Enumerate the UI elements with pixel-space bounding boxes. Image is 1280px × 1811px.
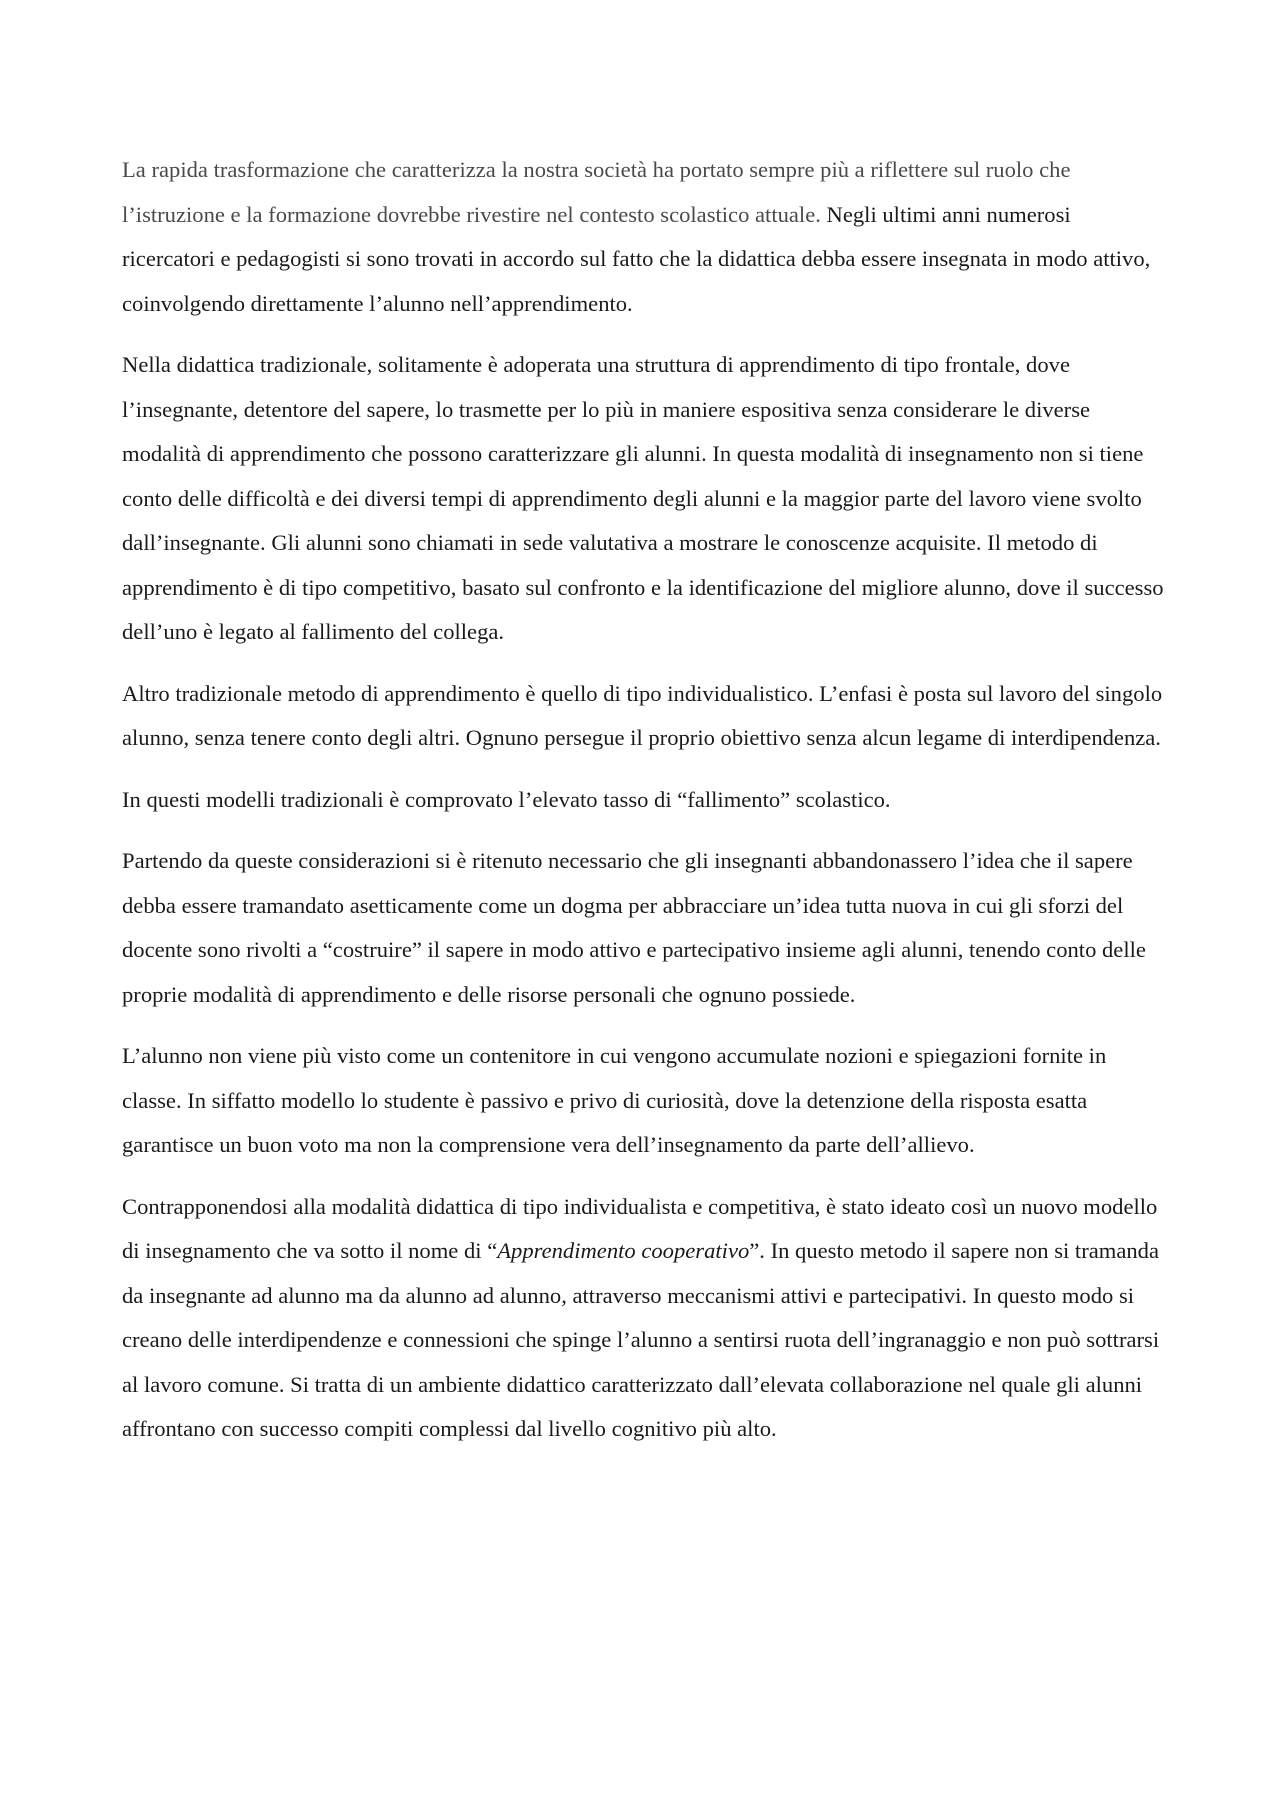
paragraph-7 (122, 1185, 1167, 1452)
paragraph-4: In questi modelli tradizionali è comprovato l’elevato tasso di “fallimento” scolastico. (122, 786, 891, 812)
paragraph-3: Altro tradizionale metodo di apprendimento è quello di tipo individualistico. L’enfasi è posta sul lavoro del singolo alunno, senza tenere conto degli altri. Ognuno persegue il proprio obiettivo senza alcun legame di interdipendenza. (122, 680, 1163, 750)
paragraph-5: Partendo da queste considerazioni si è ritenuto necessario che gli insegnanti abbandonassero l’idea che il sapere debba essere tramandato asetticamente come un dogma per abbracciare un’idea tutta nuova in cui gli sforzi del docente sono rivolti a “costruire” il sapere in modo attivo e partecipativo insieme agli alunni, tenendo conto delle proprie modalità di apprendimento e delle risorse personali che ognuno possiede. (122, 848, 1146, 1007)
paragraph-6: L’alunno non viene più visto come un contenitore in cui vengono accumulate nozioni e spiegazioni fornite in classe. In siffatto modello lo studente è passivo e privo di curiosità, dove la detenzione della risposta esatta garantisce un buon voto ma non la comprensione vera dell’insegnamento da parte dell’allievo. (122, 1043, 1107, 1157)
paragraph-7-before: Contrapponendosi alla modalità didattica di tipo individualista e competitiva, è stato ideato così un nuovo modello di insegnamento che va sotto il nome di “ (122, 1193, 1158, 1263)
document-body (122, 148, 1167, 1469)
paragraph-1 (122, 148, 1167, 326)
paragraph-1-intro: La rapida trasformazione che caratterizza la nostra società ha portato sempre più a riflettere sul ruolo che l’istruzione e la formazione dovrebbe rivestire nel contesto scolastico attuale. (122, 157, 1071, 227)
paragraph-7-after: ”. In questo metodo il sapere non si tramanda da insegnante ad alunno ma da alunno ad alunno, attraverso meccanismi attivi e partecipativi. In questo modo si creano delle interdipendenze e connessioni che spinge l’alunno a sentirsi ruota dell’ingranaggio e non può sottrarsi al lavoro comune. Si tratta di un ambiente didattico caratterizzato dall’elevata collaborazione nel quale gli alunni affrontano con successo compiti complessi dal livello cognitivo più alto. (122, 1238, 1160, 1441)
paragraph-2: Nella didattica tradizionale, solitamente è adoperata una struttura di apprendimento di tipo frontale, dove l’insegnante, detentore del sapere, lo trasmette per lo più in maniere espositiva senza considerare le diverse modalità di apprendimento che possono caratterizzare gli alunni. In questa modalità di insegnamento non si tiene conto delle difficoltà e dei diversi tempi di apprendimento degli alunni e la maggior parte del lavoro viene svolto dall’insegnante. Gli alunni sono chiamati in sede valutativa a mostrare le conoscenze acquisite. Il metodo di apprendimento è di tipo competitivo, basato sul confronto e la identificazione del migliore alunno, dove il successo dell’uno è legato al fallimento del collega. (122, 352, 1164, 644)
paragraph-7-italic-term: Apprendimento cooperativo (497, 1238, 750, 1263)
paragraph-1-rest: Negli ultimi anni numerosi ricercatori e pedagogisti si sono trovati in accordo sul fatto che la didattica debba essere insegnata in modo attivo, coinvolgendo direttamente l’alunno nell’apprendimento. (122, 201, 1151, 316)
